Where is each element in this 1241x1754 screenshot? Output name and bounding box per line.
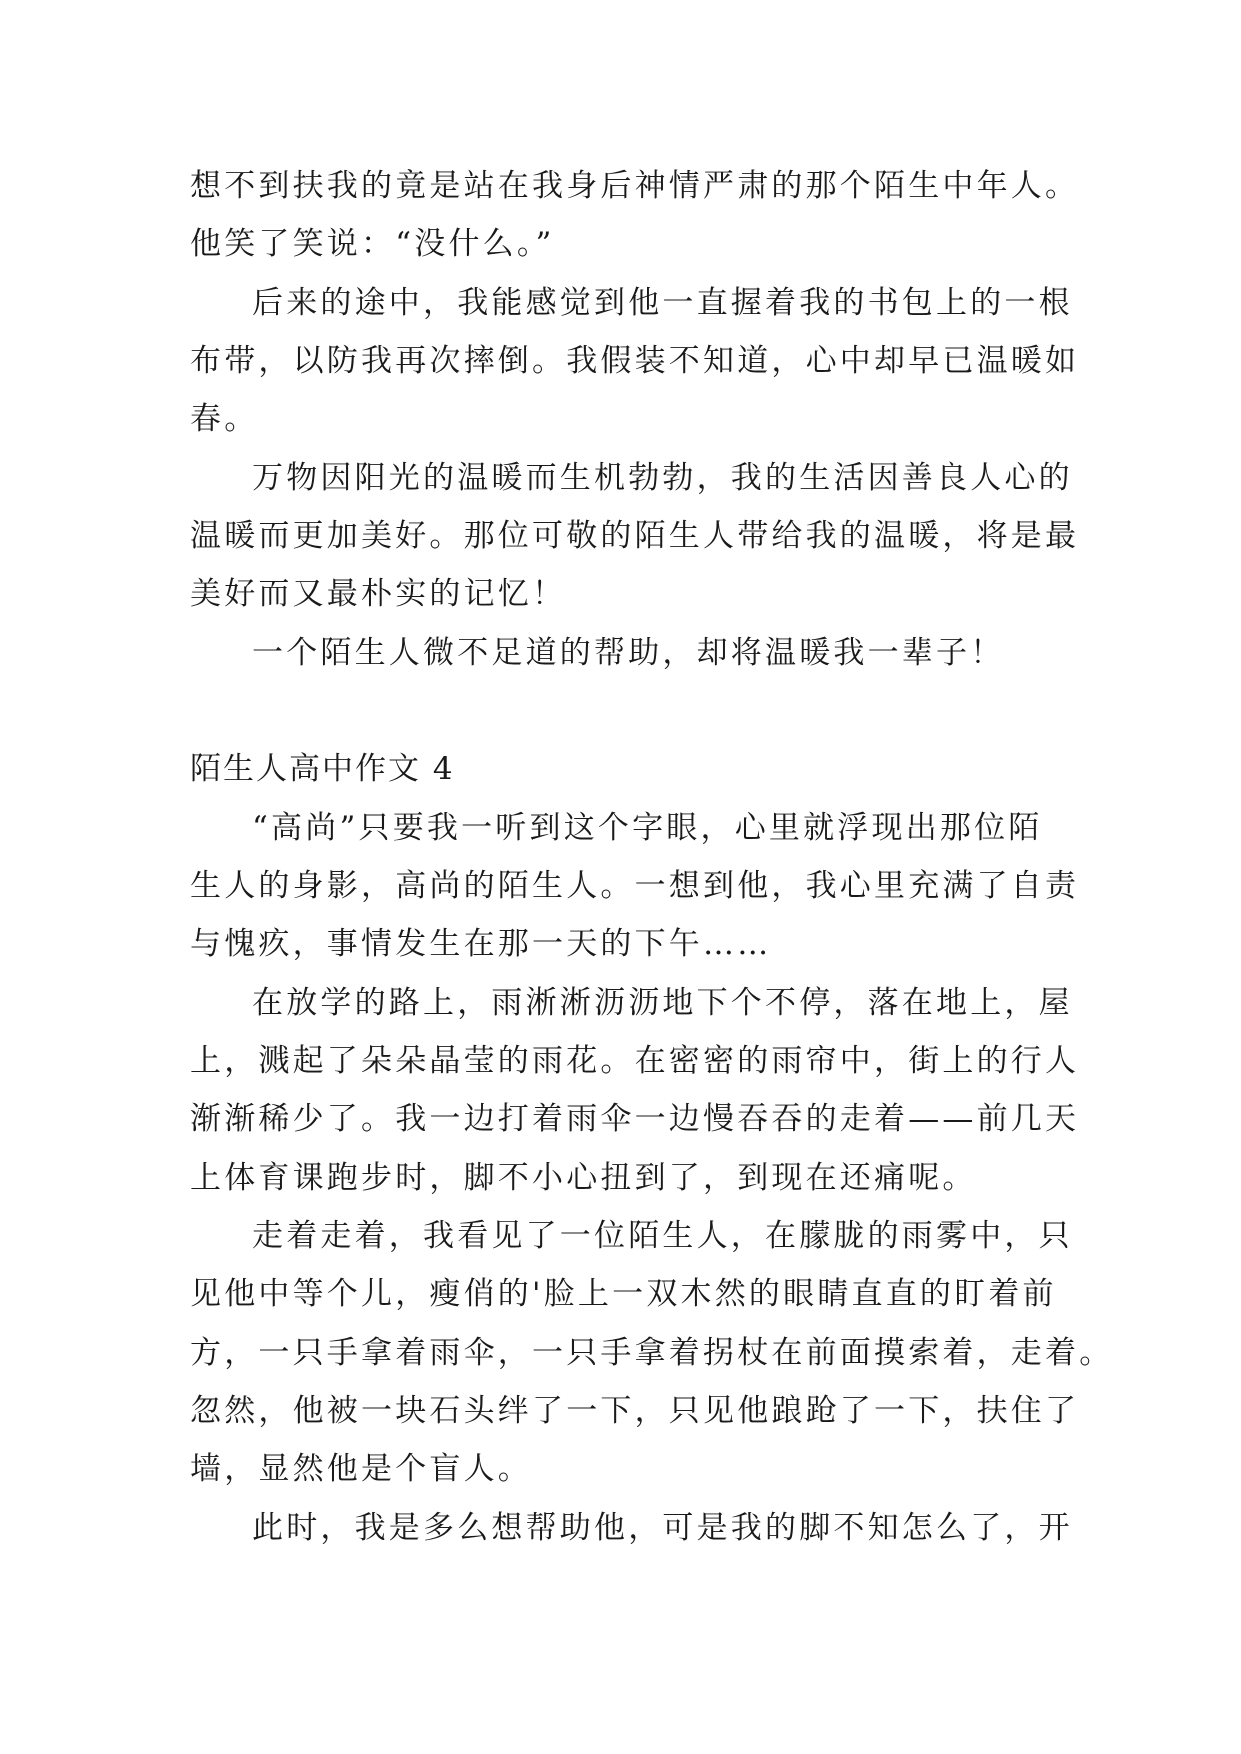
paragraph-line: 春。 — [190, 401, 259, 437]
paragraph-line: 渐渐稀少了。我一边打着雨伞一边慢吞吞的走着——前几天 — [190, 1101, 1080, 1137]
paragraph-line: 后来的途中，我能感觉到他一直握着我的书包上的一根 — [252, 285, 1073, 321]
paragraph-line: 在放学的路上，雨淅淅沥沥地下个不停，落在地上，屋 — [252, 985, 1073, 1021]
paragraph-line: 美好而又最朴实的记忆！ — [190, 576, 567, 612]
paragraph-line: 见他中等个儿，瘦俏的'脸上一双木然的眼睛直直的盯着前 — [190, 1276, 1057, 1312]
paragraph-line: 一个陌生人微不足道的帮助，却将温暖我一辈子！ — [252, 635, 1005, 671]
paragraph-line: 上体育课跑步时，脚不小心扭到了，到现在还痛呢。 — [190, 1160, 977, 1196]
paragraph-line: 上，溅起了朵朵晶莹的雨花。在密密的雨帘中，街上的行人 — [190, 1043, 1080, 1079]
section-title: 陌生人高中作文 4 — [190, 751, 455, 787]
paragraph-line: 布带，以防我再次摔倒。我假装不知道，心中却早已温暖如 — [190, 343, 1080, 379]
paragraph-line: 走着走着，我看见了一位陌生人，在朦胧的雨雾中，只 — [252, 1218, 1073, 1254]
paragraph-line: 墙，显然他是个盲人。 — [190, 1451, 532, 1487]
paragraph-line: 生人的身影，高尚的陌生人。一想到他，我心里充满了自责 — [190, 868, 1080, 904]
paragraph-line: 与愧疚，事情发生在那一天的下午…… — [190, 926, 772, 962]
paragraph-line: 温暖而更加美好。那位可敬的陌生人带给我的温暖，将是最 — [190, 518, 1080, 554]
paragraph-line: “高尚”只要我一听到这个字眼，心里就浮现出那位陌 — [252, 810, 1043, 846]
paragraph-line: 万物因阳光的温暖而生机勃勃，我的生活因善良人心的 — [252, 460, 1073, 496]
paragraph-line: 他笑了笑说：“没什么。” — [190, 226, 555, 262]
paragraph-line: 此时，我是多么想帮助他，可是我的脚不知怎么了，开 — [252, 1510, 1073, 1546]
paragraph-line: 方，一只手拿着雨伞，一只手拿着拐杖在前面摸索着，走着。 — [190, 1335, 1114, 1371]
paragraph-line: 想不到扶我的竟是站在我身后神情严肃的那个陌生中年人。 — [190, 168, 1080, 204]
paragraph-line: 忽然，他被一块石头绊了一下，只见他踉跄了一下，扶住了 — [190, 1393, 1080, 1429]
